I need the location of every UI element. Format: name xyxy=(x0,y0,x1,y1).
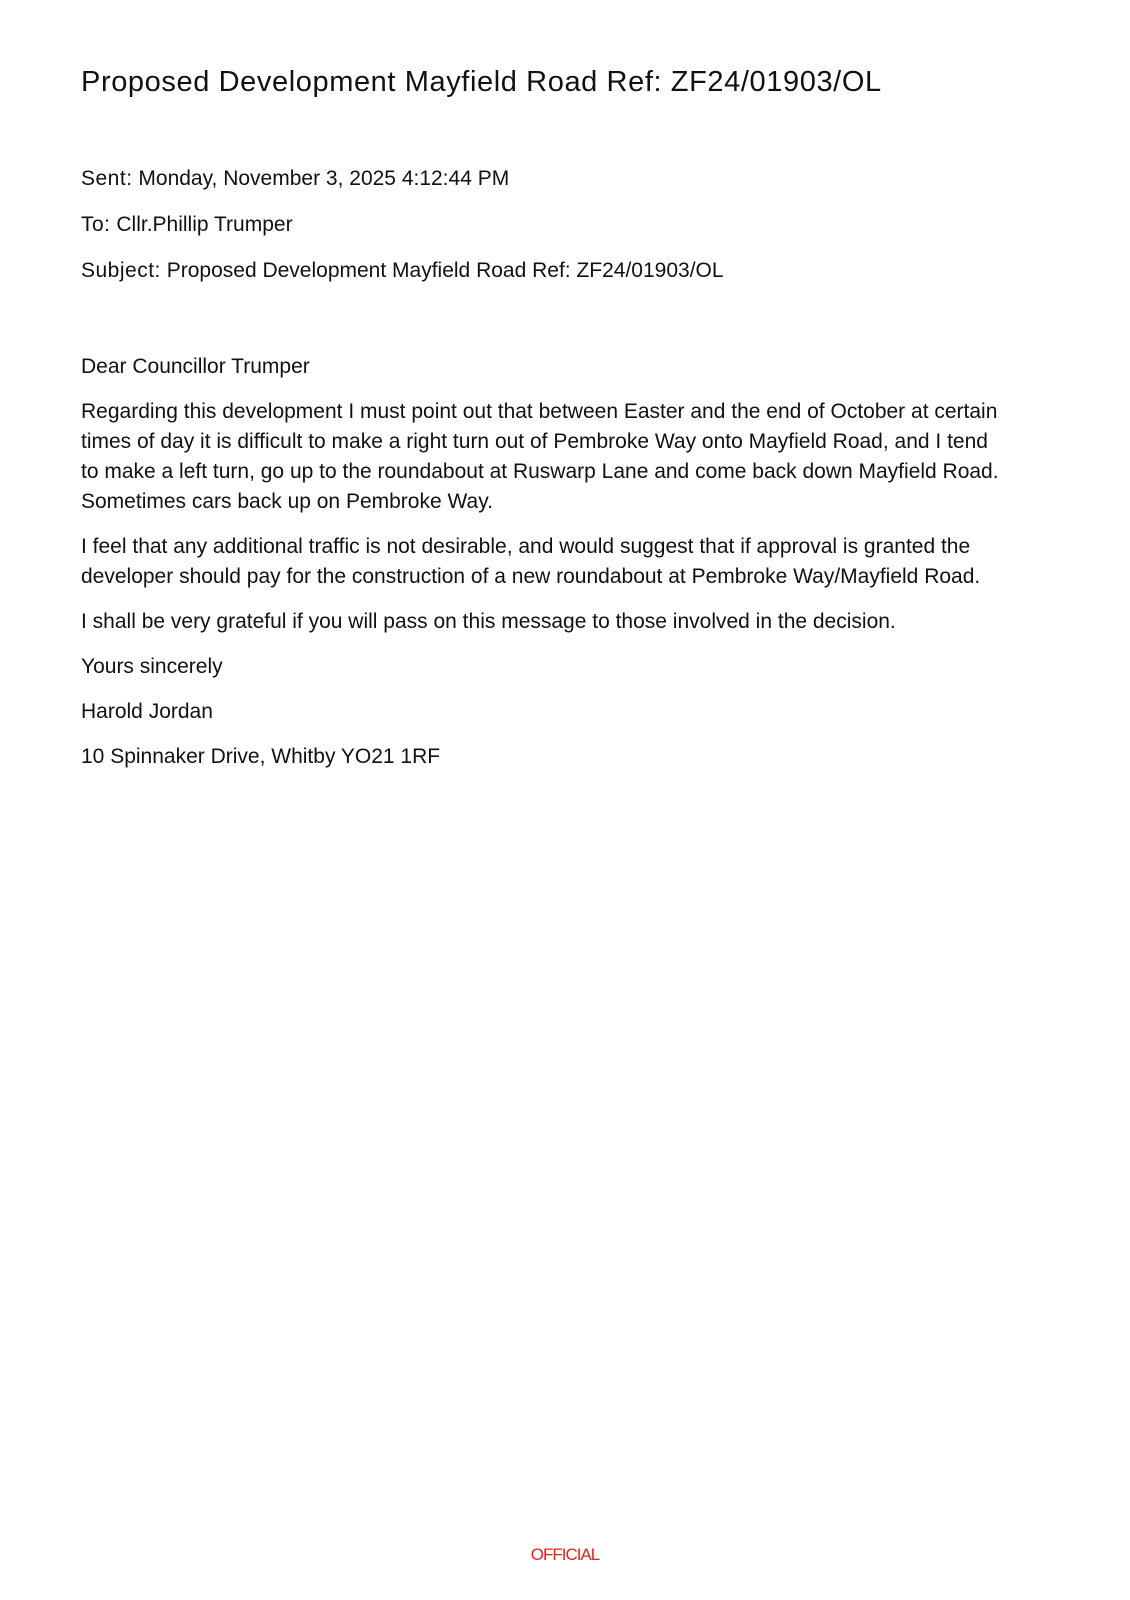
sent-label: Sent: xyxy=(81,167,133,190)
sent-line xyxy=(81,167,1041,191)
email-header xyxy=(81,167,1041,305)
body-paragraph-1: Regarding this development I must point out that between Easter and the end of October at certain times of day it is difficult to make a right turn out of Pembroke Way onto Mayfield Road, and I tend to make a left turn, go up to the roundabout at Ruswarp Lane and come back down Mayfield Road. Sometimes cars back up on Pembroke Way. xyxy=(81,400,999,513)
email-body xyxy=(81,352,1001,787)
to-line xyxy=(81,213,1041,237)
to-value: Cllr.Phillip Trumper xyxy=(116,213,293,236)
closing: Yours sincerely xyxy=(81,655,223,678)
body-paragraph-3: I shall be very grateful if you will pass on this message to those involved in the decision. xyxy=(81,610,896,633)
subject-label: Subject: xyxy=(81,259,161,282)
subject-line xyxy=(81,259,1041,283)
sender-address: 10 Spinnaker Drive, Whitby YO21 1RF xyxy=(81,745,441,768)
page-title: Proposed Development Mayfield Road Ref: ZF24/01903/OL xyxy=(81,66,882,98)
body-paragraph-2: I feel that any additional traffic is not desirable, and would suggest that if approval is granted the developer should pay for the construction of a new roundabout at Pembroke Way/Mayfield Road. xyxy=(81,535,981,588)
subject-value: Proposed Development Mayfield Road Ref: ZF24/01903/OL xyxy=(166,259,724,282)
salutation: Dear Councillor Trumper xyxy=(81,355,310,378)
classification-marking: OFFICIAL xyxy=(530,1545,600,1564)
sent-value: Monday, November 3, 2025 4:12:44 PM xyxy=(138,167,510,190)
to-label: To: xyxy=(81,213,111,236)
signature-name: Harold Jordan xyxy=(81,700,213,723)
